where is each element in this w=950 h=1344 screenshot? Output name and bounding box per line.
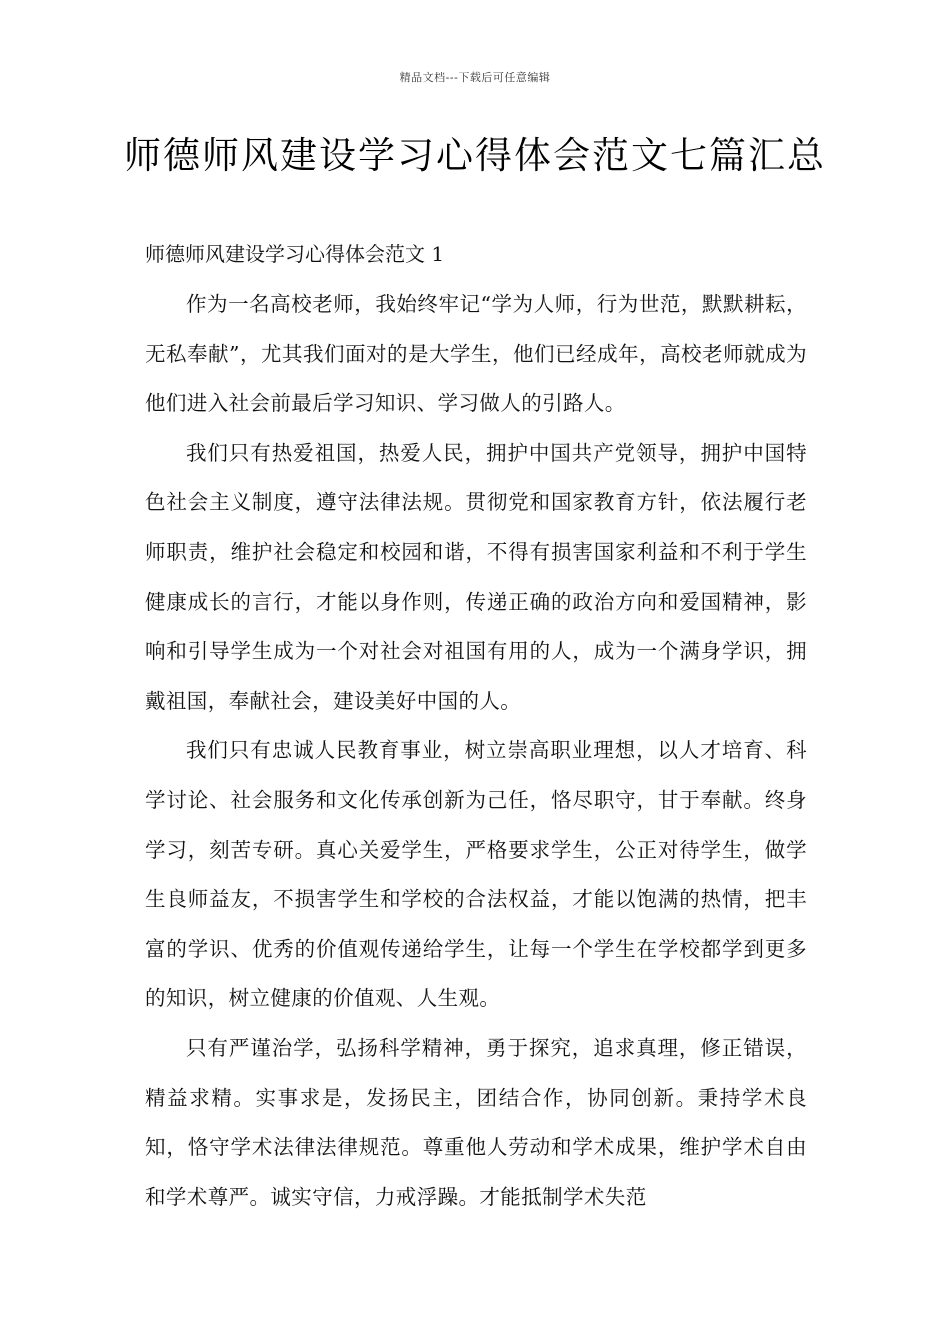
paragraph: 作为一名高校老师，我始终牢记“学为人师，行为世范，默默耕耘，无私奉献”，尤其我们面对的是大学生，他们已经成年，高校老师就成为他们进入社会前最后学习知识、学习做人的引路人。 <box>145 292 807 416</box>
document-title: 师德师风建设学习心得体会范文七篇汇总 <box>124 134 826 177</box>
paragraph: 我们只有热爱祖国，热爱人民，拥护中国共产党领导，拥护中国特色社会主义制度，遵守法律法规。贯彻党和国家教育方针，依法履行老师职责，维护社会稳定和校园和谐，不得有损害国家利益和不利于学生健康成长的言行，才能以身作则，传递正确的政治方向和爱国精神，影响和引导学生成为一个对社会对祖国有用的人，成为一个满身学识，拥戴祖国，奉献社会，建设美好中国的人。 <box>145 440 807 713</box>
paragraph: 我们只有忠诚人民教育事业，树立崇高职业理想，以人才培育、科学讨论、社会服务和文化传承创新为己任，恪尽职守，甘于奉献。终身学习，刻苦专研。真心关爱学生，严格要求学生，公正对待学生，做学生良师益友，不损害学生和学校的合法权益，才能以饱满的热情，把丰富的学识、优秀的价值观传递给学生，让每一个学生在学校都学到更多的知识，树立健康的价值观、人生观。 <box>145 738 807 1011</box>
paragraph: 只有严谨治学，弘扬科学精神，勇于探究，追求真理，修正错误，精益求精。实事求是，发扬民主，团结合作，协同创新。秉持学术良知，恪守学术法律法律规范。尊重他人劳动和学术成果，维护学术自由和学术尊严。诚实守信，力戒浮躁。才能抵制学术失范 <box>145 1035 807 1209</box>
header-note: 精品文档---下载后可任意编辑 <box>399 71 551 84</box>
document-body <box>145 280 807 1222</box>
section-heading: 师德师风建设学习心得体会范文 1 <box>145 242 445 266</box>
